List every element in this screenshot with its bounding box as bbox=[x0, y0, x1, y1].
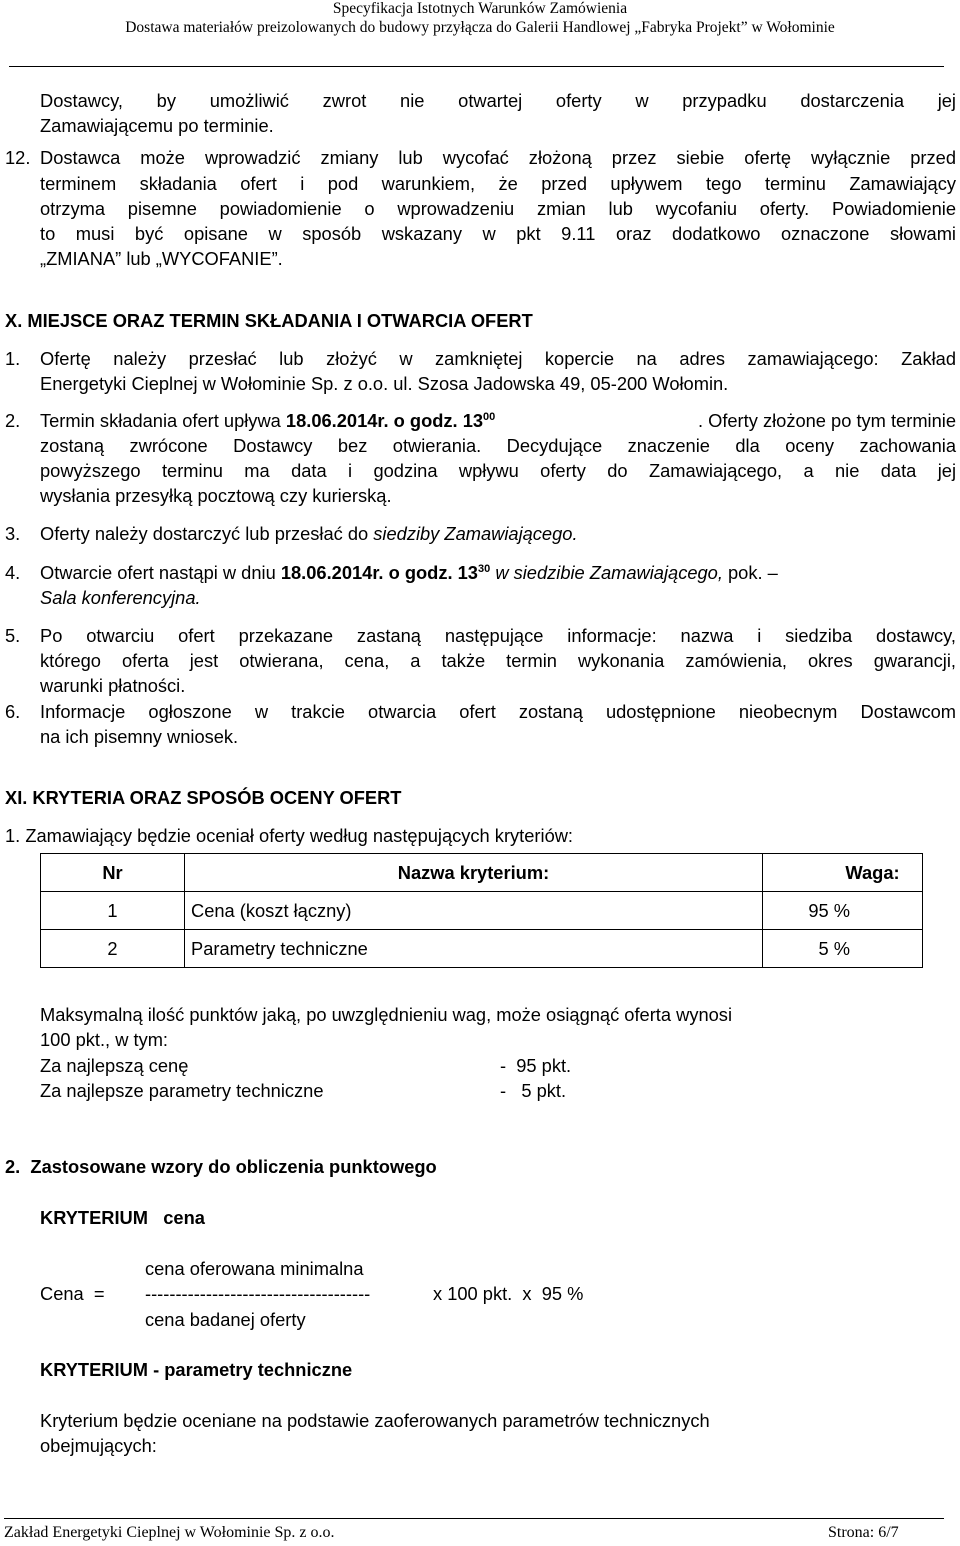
s10-p2-minutes: 00 bbox=[483, 411, 496, 423]
footer-company: Zakład Energetyki Cieplnej w Wołominie Sp. z o.o. bbox=[4, 1524, 335, 1541]
s10-p3-italic: siedziby Zamawiającego. bbox=[373, 523, 578, 544]
s10-p6-line1: Informacje ogłoszone w trakcie otwarcia ofert zostaną udostępnione nieobecnym Dostawcom bbox=[40, 701, 956, 722]
s10-p6-number: 6. bbox=[5, 701, 21, 722]
s10-p2-number: 2. bbox=[5, 410, 21, 431]
col-weight-header: Waga: bbox=[763, 854, 923, 892]
criterion-params-heading: KRYTERIUM - parametry techniczne bbox=[40, 1359, 353, 1380]
s10-p4-minutes: 30 bbox=[477, 563, 491, 575]
row-nr: 1 bbox=[41, 892, 185, 930]
s10-p2-line2: zostaną zwrócone Dostawcy bez otwierania. Decydujące znaczenie dla oceny zachowania bbox=[40, 435, 956, 456]
criterion-params-line1: Kryterium będzie oceniane na podstawie zaoferowanych parametrów technicznych bbox=[40, 1410, 710, 1431]
s10-p4-place: w siedzibie Zamawiającego, bbox=[495, 562, 723, 583]
best-params-value: - 5 pkt. bbox=[500, 1080, 567, 1101]
s10-p1-line2: Energetyki Cieplnej w Wołominie Sp. z o.o. ul. Szosa Jadowska 49, 05-200 Wołomin. bbox=[40, 373, 729, 394]
row-weight: 5 % bbox=[763, 930, 923, 968]
criterion-params-line2: obejmujących: bbox=[40, 1435, 157, 1456]
s10-p2-line4: wysłania przesyłką pocztową czy kurierską. bbox=[40, 485, 392, 506]
s10-p5-line1: Po otwarciu ofert przekazane zastaną następujące informacje: nazwa i siedziba dostawcy, bbox=[40, 625, 956, 646]
header-title: Specyfikacja Istotnych Warunków Zamówienia bbox=[332, 0, 628, 17]
formula-numerator: cena oferowana minimalna bbox=[145, 1258, 364, 1279]
para12-line1: Dostawca może wprowadzić zmiany lub wycofać złożoną przez siebie ofertę wyłącznie przed bbox=[40, 147, 956, 168]
row-weight: 95 % bbox=[763, 892, 923, 930]
row-nr: 2 bbox=[41, 930, 185, 968]
header-divider bbox=[9, 66, 944, 67]
s10-p5-line2: którego oferta jest otwierana, cena, a także termin wykonania zamówienia, okres gwarancji, bbox=[40, 650, 956, 671]
s10-p5-line3: warunki płatności. bbox=[40, 675, 186, 696]
s10-p2-line1-text bbox=[40, 409, 495, 432]
para12-line4: to musi być opisane w sposób wskazany w pkt 9.11 oraz dodatkowo oznaczone słowami bbox=[40, 223, 956, 244]
col-nr-header: Nr bbox=[41, 854, 185, 892]
para12-line3: otrzyma pisemne powiadomienie o wprowadzeniu zmian lub wycofaniu oferty. Powiadomienie bbox=[40, 198, 956, 219]
formulas-heading: 2. Zastosowane wzory do obliczenia punktowego bbox=[5, 1156, 437, 1177]
s10-p2-line3: powyższego terminu ma data i godzina wpływu oferty do Zamawiającego, a nie data jej bbox=[40, 460, 956, 481]
footer-page-number: Strona: 6/7 bbox=[828, 1524, 899, 1541]
s10-p4-line1 bbox=[40, 561, 778, 584]
section11-heading: XI. KRYTERIA ORAZ SPOSÓB OCENY OFERT bbox=[5, 787, 402, 808]
s10-p2-text-a: Termin składania ofert upływa bbox=[40, 410, 286, 431]
para11-line1: Dostawcy, by umożliwić zwrot nie otwartej oferty w przypadku dostarczenia jej bbox=[40, 90, 956, 111]
col-name-header: Nazwa kryterium: bbox=[185, 854, 763, 892]
best-price-label: Za najlepszą cenę bbox=[40, 1055, 189, 1076]
s10-p2-deadline: 18.06.2014r. o godz. 13 bbox=[285, 410, 484, 431]
best-params-label: Za najlepsze parametry techniczne bbox=[40, 1080, 324, 1101]
table-row bbox=[41, 892, 923, 930]
criteria-table bbox=[40, 853, 923, 968]
row-name: Cena (koszt łączny) bbox=[185, 892, 763, 930]
s10-p1-number: 1. bbox=[5, 348, 21, 369]
row-name: Parametry techniczne bbox=[185, 930, 763, 968]
s10-p3-text: Oferty należy dostarczyć lub przesłać do bbox=[40, 523, 374, 544]
s10-p4-line2: Sala konferencyjna. bbox=[40, 587, 201, 608]
criteria-table-header bbox=[41, 854, 923, 892]
criterion-price-heading: KRYTERIUM cena bbox=[40, 1207, 205, 1228]
s10-p4-room: pok. – bbox=[728, 562, 778, 583]
s10-p6-line2: na ich pisemny wniosek. bbox=[40, 726, 239, 747]
best-price-value: - 95 pkt. bbox=[500, 1055, 572, 1076]
section10-heading: X. MIEJSCE ORAZ TERMIN SKŁADANIA I OTWARCIA OFERT bbox=[5, 310, 533, 331]
s10-p4-opening-date: 18.06.2014r. o godz. 13 bbox=[280, 562, 478, 583]
para12-line2: terminem składania ofert i pod warunkiem, że przed upływem tego terminu Zamawiający bbox=[40, 173, 956, 194]
s10-p4-number: 4. bbox=[5, 562, 21, 583]
para11-line2: Zamawiającemu po terminie. bbox=[40, 115, 274, 136]
s10-p2-line1 bbox=[40, 409, 956, 432]
s10-p4-text: Otwarcie ofert nastąpi w dniu bbox=[40, 562, 281, 583]
formula-rhs: x 100 pkt. x 95 % bbox=[433, 1283, 584, 1304]
s10-p3-number: 3. bbox=[5, 523, 21, 544]
formula-denominator: cena badanej oferty bbox=[145, 1309, 306, 1330]
footer-divider bbox=[4, 1518, 944, 1519]
formula-lhs: Cena = bbox=[40, 1283, 105, 1304]
table-row bbox=[41, 930, 923, 968]
s10-p3-line bbox=[40, 522, 578, 545]
s10-p2-text-c: . Oferty złożone po tym terminie bbox=[697, 410, 956, 431]
max-points-line2: 100 pkt., w tym: bbox=[40, 1029, 169, 1050]
formula-fraction-line: ------------------------------------- bbox=[145, 1283, 371, 1304]
para12-number: 12. bbox=[5, 147, 31, 168]
s11-p1: 1. Zamawiający będzie oceniał oferty według następujących kryteriów: bbox=[5, 825, 574, 846]
header-subtitle: Dostawa materiałów preizolowanych do budowy przyłącza do Galerii Handlowej „Fabryka Projekt” w Wołominie bbox=[125, 19, 835, 36]
para12-line5: „ZMIANA” lub „WYCOFANIE”. bbox=[40, 248, 283, 269]
s10-p5-number: 5. bbox=[5, 625, 21, 646]
s10-p1-line1: Ofertę należy przesłać lub złożyć w zamkniętej kopercie na adres zamawiającego: Zakład bbox=[40, 348, 956, 369]
max-points-line1: Maksymalną ilość punktów jaką, po uwzględnieniu wag, może osiągnąć oferta wynosi bbox=[40, 1004, 733, 1025]
